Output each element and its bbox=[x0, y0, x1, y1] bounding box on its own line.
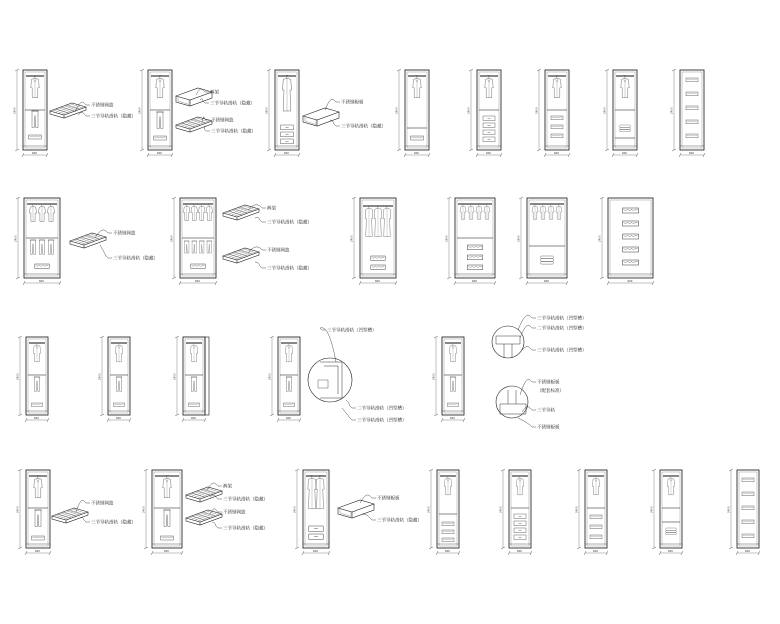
hanging-garment bbox=[39, 204, 46, 222]
width-dimension-label: 600 bbox=[375, 280, 380, 283]
callout-rail bbox=[212, 522, 268, 532]
folded-clothes bbox=[620, 125, 631, 132]
cabinet-elevation bbox=[395, 69, 431, 157]
callout-label: 不锈钢网篮 bbox=[113, 231, 136, 237]
hanging-garment bbox=[556, 204, 562, 219]
hanging-garment bbox=[413, 75, 421, 97]
height-dimension-label: 2400 bbox=[445, 235, 449, 242]
callout-label: 三节导轨滑轨（凹型槽） bbox=[537, 348, 587, 354]
cabinet-elevation bbox=[535, 69, 571, 157]
wire-basket bbox=[113, 403, 124, 407]
cabinet-elevation bbox=[98, 336, 132, 422]
hanging-garment bbox=[540, 204, 546, 219]
callout-label: 不锈钢网篮 bbox=[223, 510, 246, 516]
callout-rail bbox=[100, 245, 158, 262]
leader-line bbox=[207, 483, 218, 490]
hanging-garment bbox=[30, 204, 37, 222]
hanging-garment bbox=[532, 204, 538, 219]
callout-label: 裤架 bbox=[267, 206, 276, 212]
folded-clothes bbox=[541, 256, 554, 264]
hanging-garment bbox=[484, 204, 490, 219]
callout-label: 三节导轨滑轨（隐藏） bbox=[223, 497, 268, 503]
rail-section bbox=[318, 380, 328, 388]
basket-isometric-detail bbox=[52, 508, 88, 523]
detail-section bbox=[496, 336, 520, 358]
wire-basket bbox=[191, 264, 205, 269]
leader-line bbox=[346, 400, 352, 408]
callout-label: 三节导轨 bbox=[537, 408, 555, 414]
hanging-garment bbox=[191, 204, 198, 220]
width-dimension-label: 600 bbox=[32, 152, 37, 155]
hanging-garment bbox=[31, 75, 39, 97]
hanging-trousers bbox=[192, 241, 198, 253]
width-dimension-label: 600 bbox=[313, 550, 318, 553]
width-dimension-label: 600 bbox=[164, 550, 169, 553]
callout-label: 不锈钢板板 bbox=[377, 496, 400, 502]
cabinet-elevation bbox=[138, 69, 174, 157]
wire-basket bbox=[623, 221, 639, 226]
height-dimension-label: 2400 bbox=[535, 107, 539, 114]
width-dimension-label: 600 bbox=[554, 152, 559, 155]
leader-line bbox=[255, 217, 262, 222]
hanging-garment bbox=[33, 343, 40, 362]
callout-label: 三节导轨滑轨（隐藏） bbox=[267, 220, 312, 226]
cabinet-elevation bbox=[13, 69, 49, 157]
hanging-trousers bbox=[450, 377, 457, 391]
callout-label: 不锈钢板板 bbox=[537, 380, 560, 386]
callout-label: 不锈钢板板 bbox=[537, 425, 560, 431]
leader-line bbox=[362, 514, 372, 520]
callout-label: 裤架 bbox=[223, 484, 232, 490]
hanging-garment bbox=[667, 476, 674, 495]
width-dimension-label: 600 bbox=[593, 550, 598, 553]
drawer bbox=[514, 535, 526, 540]
width-dimension-label: 600 bbox=[450, 417, 455, 420]
hanging-garment bbox=[592, 476, 599, 495]
basket-isometric-detail bbox=[176, 117, 212, 132]
cabinet-elevation bbox=[14, 197, 62, 285]
hanging-trousers bbox=[156, 112, 164, 129]
callout-trouser-rack bbox=[196, 89, 219, 96]
callout-trouser-rack bbox=[248, 205, 276, 212]
drawer bbox=[281, 139, 294, 144]
cabinet-elevation bbox=[173, 336, 207, 422]
wire-basket bbox=[742, 506, 754, 510]
cabinet-elevation bbox=[432, 336, 466, 422]
callout-label: 三节导轨滑轨（凹型槽） bbox=[357, 418, 407, 424]
cabinet-elevation bbox=[517, 197, 569, 285]
hanging-garment bbox=[34, 475, 42, 497]
height-dimension-label: 2400 bbox=[670, 107, 674, 114]
wire-basket bbox=[442, 538, 454, 542]
callout-label: 三节导轨滑轨（隐藏） bbox=[210, 101, 255, 107]
detail-circle bbox=[492, 326, 524, 358]
wire-basket bbox=[161, 536, 174, 540]
leader-line bbox=[342, 408, 352, 420]
height-dimension-label: 2400 bbox=[395, 107, 399, 114]
height-dimension-label: 2400 bbox=[598, 235, 602, 242]
hanging-trousers bbox=[199, 241, 205, 253]
width-dimension-label: 600 bbox=[286, 417, 291, 420]
height-dimension-label: 2400 bbox=[432, 373, 436, 380]
hanging-garment bbox=[163, 475, 171, 497]
cabinet-elevation bbox=[467, 69, 503, 157]
hanging-trousers bbox=[48, 240, 55, 254]
drawer bbox=[483, 130, 495, 135]
drawer bbox=[309, 526, 323, 531]
width-dimension-label: 600 bbox=[34, 417, 39, 420]
wire-basket bbox=[371, 256, 385, 261]
wire-basket bbox=[686, 106, 698, 110]
folded-clothes bbox=[666, 528, 677, 535]
callout-rail-groove bbox=[520, 325, 587, 339]
door-panel bbox=[205, 337, 209, 415]
width-dimension-label: 600 bbox=[116, 417, 121, 420]
wire-basket bbox=[742, 520, 754, 524]
height-dimension-label: 2400 bbox=[499, 506, 503, 513]
callout-panel bbox=[518, 418, 560, 431]
height-dimension-label: 2400 bbox=[293, 506, 297, 513]
callout-label: 不锈钢网篮 bbox=[211, 118, 234, 124]
hanging-garment bbox=[283, 75, 292, 111]
detail-section bbox=[500, 390, 526, 414]
wire-basket bbox=[590, 535, 602, 539]
height-dimension-label: 2400 bbox=[98, 373, 102, 380]
width-dimension-label: 600 bbox=[157, 152, 162, 155]
wire-basket bbox=[31, 403, 42, 407]
drawer bbox=[483, 116, 495, 121]
wire-basket bbox=[551, 134, 563, 138]
height-dimension-label: 2400 bbox=[268, 373, 272, 380]
wire-basket bbox=[590, 515, 602, 519]
leader-line bbox=[518, 418, 532, 427]
wire-basket bbox=[442, 530, 454, 534]
height-dimension-label: 2400 bbox=[16, 373, 20, 380]
callout-rail bbox=[200, 99, 255, 107]
cabinet-elevation bbox=[603, 69, 639, 157]
hanging-garment bbox=[460, 204, 466, 219]
width-dimension-label: 600 bbox=[191, 417, 196, 420]
basket-isometric-detail bbox=[223, 248, 259, 263]
hanging-trousers bbox=[39, 240, 46, 254]
wire-basket bbox=[590, 525, 602, 529]
cabinet-elevation bbox=[650, 469, 684, 555]
callout-label: 三节导轨滑轨（隐藏） bbox=[223, 526, 268, 532]
callout-trouser-rack bbox=[207, 483, 232, 491]
callout-label: 裤架 bbox=[210, 90, 219, 96]
callout-rail bbox=[204, 126, 256, 135]
height-dimension-label: 2400 bbox=[16, 506, 20, 513]
width-dimension-label: 600 bbox=[668, 550, 673, 553]
height-dimension-label: 2400 bbox=[517, 235, 521, 242]
hanging-garment bbox=[316, 475, 324, 509]
wire-basket bbox=[623, 234, 639, 239]
callout-label: 不锈钢板板 bbox=[341, 100, 364, 106]
wire-basket bbox=[742, 478, 754, 482]
hanging-trousers bbox=[286, 377, 293, 391]
width-dimension-label: 600 bbox=[486, 152, 491, 155]
height-dimension-label: 2400 bbox=[173, 373, 177, 380]
drawer bbox=[514, 514, 526, 519]
cabinet-elevation bbox=[427, 469, 461, 555]
detail-circle bbox=[308, 358, 352, 402]
wire-basket bbox=[467, 265, 482, 270]
wire-basket bbox=[686, 92, 698, 96]
cabinet-elevation bbox=[598, 197, 655, 285]
basket-isometric-detail bbox=[186, 510, 222, 525]
cabinet-frame bbox=[303, 470, 329, 548]
height-dimension-label: 2400 bbox=[14, 235, 18, 242]
wire-basket bbox=[283, 403, 294, 407]
callout-label: 不锈钢网篮 bbox=[91, 501, 114, 507]
width-dimension-label: 600 bbox=[544, 280, 549, 283]
hanging-garment bbox=[444, 476, 451, 495]
drawer bbox=[514, 521, 526, 526]
cabinet-elevation bbox=[142, 469, 184, 555]
width-dimension-label: 600 bbox=[39, 280, 44, 283]
cabinet-inner bbox=[529, 200, 565, 276]
height-dimension-label: 2400 bbox=[265, 107, 269, 114]
callout-rail-groove bbox=[522, 346, 587, 353]
wire-basket bbox=[371, 265, 385, 270]
hanging-garment bbox=[621, 75, 629, 97]
callout-label: 不锈钢网篮 bbox=[267, 248, 290, 254]
callout-rail bbox=[362, 514, 422, 524]
basket-isometric-detail bbox=[50, 103, 86, 118]
callout-basket bbox=[202, 117, 234, 124]
callout-rail bbox=[78, 112, 136, 119]
leader-line bbox=[520, 325, 532, 338]
callout-label: 二节导轨滑轨（凹型槽） bbox=[537, 326, 587, 332]
hanging-trousers bbox=[116, 377, 123, 391]
cabinet-elevation bbox=[16, 469, 52, 555]
wire-basket bbox=[467, 245, 482, 250]
callout-rail-groove bbox=[320, 327, 377, 363]
wire-basket bbox=[686, 134, 698, 138]
cabinet-elevation bbox=[575, 469, 609, 555]
callout-basket bbox=[95, 230, 136, 239]
hanging-trousers bbox=[34, 510, 42, 527]
leader-line bbox=[100, 245, 108, 258]
hanging-garment bbox=[468, 204, 474, 219]
callout-label: 三节导轨滑轨（隐藏） bbox=[91, 520, 136, 526]
callout-label: 三节导轨滑轨（隐藏） bbox=[267, 266, 312, 272]
hanging-garment bbox=[374, 205, 382, 236]
wire-basket bbox=[623, 208, 639, 213]
callout-label: 三节导轨滑轨（隐藏） bbox=[211, 129, 256, 135]
hanging-trousers bbox=[191, 377, 198, 391]
hanging-garment bbox=[184, 204, 191, 220]
callout-rail bbox=[255, 217, 312, 225]
hanging-garment bbox=[308, 475, 316, 509]
hanging-trousers bbox=[31, 111, 39, 128]
cabinet-inner bbox=[739, 472, 757, 546]
width-dimension-label: 600 bbox=[745, 550, 750, 553]
hanging-garment bbox=[365, 205, 373, 236]
width-dimension-label: 600 bbox=[472, 280, 477, 283]
cabinet-elevation bbox=[170, 197, 218, 285]
wire-basket bbox=[686, 78, 698, 82]
hanging-garment bbox=[449, 343, 456, 362]
height-dimension-label: 2400 bbox=[142, 506, 146, 513]
leader-line bbox=[255, 262, 262, 268]
trouser-rack-isometric-detail bbox=[176, 88, 212, 106]
width-dimension-label: 600 bbox=[689, 152, 694, 155]
wire-basket bbox=[32, 536, 45, 540]
wire-basket bbox=[742, 534, 754, 538]
cabinet-elevation bbox=[670, 69, 706, 157]
callout-rail bbox=[255, 262, 312, 272]
drawer-isometric-detail bbox=[338, 500, 374, 518]
height-dimension-label: 2400 bbox=[138, 107, 142, 114]
callout-label: （配套标准） bbox=[537, 389, 564, 394]
callout-label: 三节导轨滑轨（隐藏） bbox=[113, 256, 158, 262]
callout-rail-groove bbox=[346, 400, 407, 412]
width-dimension-label: 600 bbox=[445, 550, 450, 553]
wire-basket bbox=[154, 136, 167, 140]
hanging-garment bbox=[48, 204, 55, 222]
height-dimension-label: 2400 bbox=[170, 235, 174, 242]
hanging-garment bbox=[115, 343, 122, 362]
callout-label: 不锈钢网篮 bbox=[91, 103, 114, 109]
drawer bbox=[309, 534, 323, 539]
hanging-trousers bbox=[184, 241, 190, 253]
callout-label: 二节导轨滑轨（凹型槽） bbox=[357, 406, 407, 412]
cabinet-elevation bbox=[727, 469, 761, 555]
height-dimension-label: 2400 bbox=[13, 107, 17, 114]
hanging-garment bbox=[285, 343, 292, 362]
callout-label: 三节导轨滑轨（凹型槽） bbox=[327, 328, 377, 334]
callout-label: 三节导轨滑轨（隐藏） bbox=[341, 124, 386, 130]
drawer bbox=[483, 137, 495, 142]
drawer bbox=[483, 123, 495, 128]
hanging-trousers bbox=[34, 377, 41, 391]
drawer bbox=[281, 125, 294, 130]
callout-label: 三节导轨滑轨（隐藏） bbox=[91, 114, 136, 120]
width-dimension-label: 600 bbox=[35, 550, 40, 553]
leader-line bbox=[80, 517, 86, 522]
wire-basket bbox=[411, 136, 424, 140]
wire-basket bbox=[29, 135, 42, 139]
wire-basket bbox=[623, 247, 639, 252]
cabinet-elevation bbox=[350, 197, 398, 285]
hanging-garment bbox=[156, 75, 164, 97]
callout-rail bbox=[80, 517, 136, 525]
height-dimension-label: 2400 bbox=[467, 107, 471, 114]
leader-line bbox=[520, 379, 532, 395]
drawer bbox=[514, 528, 526, 533]
wire-basket bbox=[35, 264, 49, 269]
basket-isometric-detail bbox=[223, 205, 259, 220]
cabinet-elevation bbox=[499, 469, 533, 555]
callout-rail bbox=[330, 120, 386, 130]
height-dimension-label: 2400 bbox=[575, 506, 579, 513]
hanging-garment bbox=[476, 204, 482, 219]
hanging-garment bbox=[206, 204, 213, 220]
cabinet-frame bbox=[680, 70, 704, 150]
wire-basket bbox=[686, 120, 698, 124]
hanging-garment bbox=[190, 343, 197, 362]
drawer bbox=[281, 132, 294, 137]
width-dimension-label: 600 bbox=[195, 280, 200, 283]
cabinet-inner bbox=[610, 200, 651, 276]
cabinet-elevation bbox=[16, 336, 50, 422]
width-dimension-label: 600 bbox=[622, 152, 627, 155]
hanging-trousers bbox=[30, 240, 37, 254]
hanging-garment bbox=[516, 476, 523, 495]
wire-basket bbox=[442, 522, 454, 526]
wire-basket bbox=[623, 260, 639, 265]
hanging-trousers bbox=[207, 241, 213, 253]
width-dimension-label: 600 bbox=[517, 550, 522, 553]
leader-line bbox=[212, 522, 218, 528]
height-dimension-label: 2400 bbox=[427, 506, 431, 513]
wire-basket bbox=[742, 492, 754, 496]
height-dimension-label: 2400 bbox=[727, 506, 731, 513]
callout-basket bbox=[75, 102, 114, 113]
basket-isometric-detail bbox=[186, 487, 222, 502]
wire-basket bbox=[467, 255, 482, 260]
height-dimension-label: 2400 bbox=[350, 235, 354, 242]
wire-basket bbox=[551, 125, 563, 129]
width-dimension-label: 600 bbox=[627, 280, 633, 283]
cabinet-elevation bbox=[265, 69, 301, 157]
cabinet-elevation bbox=[445, 197, 497, 285]
leader-line bbox=[210, 509, 218, 514]
width-dimension-label: 600 bbox=[414, 152, 419, 155]
wire-basket bbox=[447, 403, 458, 407]
hanging-garment bbox=[485, 75, 493, 97]
wire-basket bbox=[551, 116, 563, 120]
cabinet-frame bbox=[527, 198, 567, 278]
cabinet-inner bbox=[682, 72, 702, 148]
cabinet-elevation bbox=[293, 469, 331, 555]
hanging-garment bbox=[553, 75, 561, 97]
height-dimension-label: 2400 bbox=[650, 506, 654, 513]
width-dimension-label: 600 bbox=[284, 152, 289, 155]
cabinet-elevation bbox=[268, 336, 302, 422]
wire-basket bbox=[188, 403, 199, 407]
hanging-garment bbox=[548, 204, 554, 219]
callout-label: 三节导轨滑轨（隐藏） bbox=[377, 518, 422, 524]
hanging-garment bbox=[199, 204, 206, 220]
height-dimension-label: 2400 bbox=[603, 107, 607, 114]
hanging-garment bbox=[383, 205, 391, 236]
callout-panel bbox=[325, 99, 364, 111]
detail-circle bbox=[496, 386, 528, 418]
callout-rail bbox=[210, 495, 268, 503]
hanging-trousers bbox=[163, 510, 171, 527]
callout-label: 三节导轨滑轨（凹型槽） bbox=[537, 316, 587, 322]
